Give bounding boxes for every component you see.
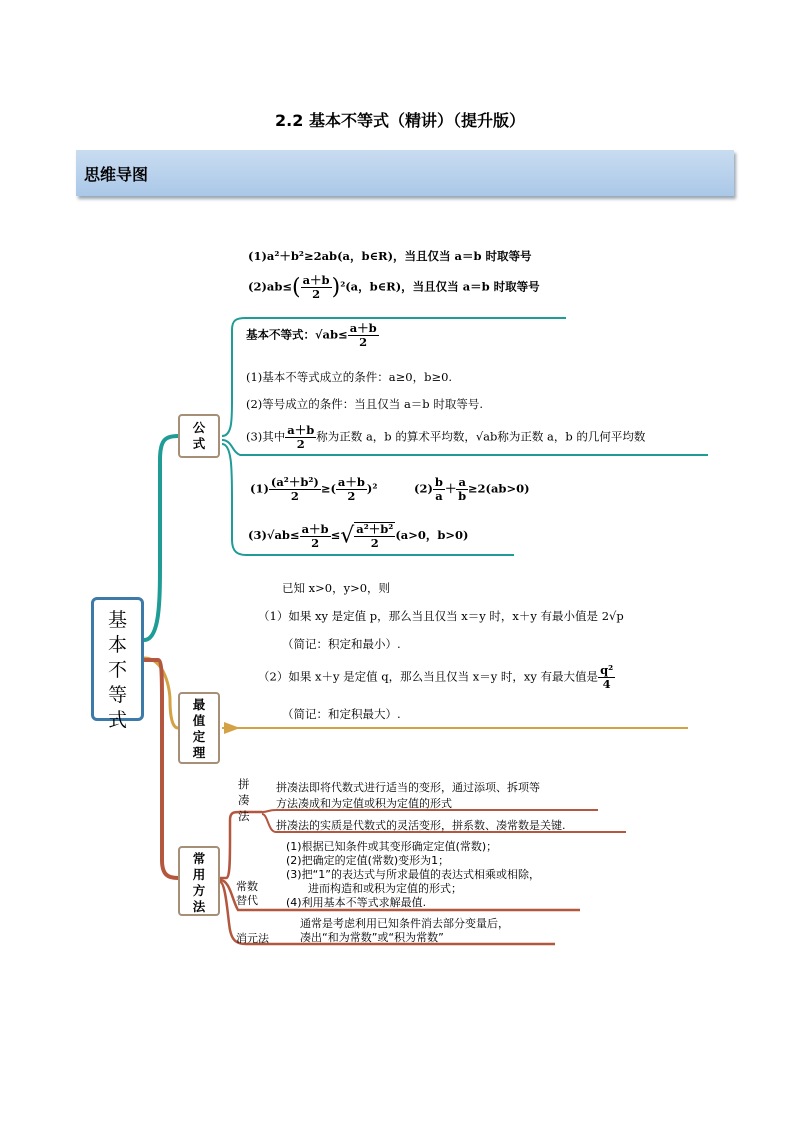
derived-3-pre: (3)√ab≤ [248, 528, 300, 542]
derived-3-den: 2 [311, 535, 320, 550]
derived-2-plus: ＋ [444, 481, 457, 496]
extremum-2-pre: （2）如果 x＋y 是定值 q，那么当且仅当 x＝y 时，xy 有最大值是 [258, 669, 599, 684]
method-1-label-char-1: 拼 [238, 777, 250, 791]
branch-methods [178, 846, 220, 916]
derived-3: (3)√ab≤ $\frac{a+b}{2}$ ≤√ $\frac{\text{a²＋b²}}{2}$ (a>0，b>0) [248, 521, 469, 550]
formula-2-num: a＋b [302, 273, 330, 287]
root-char-1: 基 [107, 609, 127, 631]
method-2-label-line-2: 替代 [236, 894, 258, 907]
method-2-label [236, 880, 258, 908]
connector-root-methods [144, 660, 178, 878]
condition-3-post: 称为正数 a，b 的算术平均数，√ab称为正数 a，b 的几何平均数 [316, 429, 646, 444]
derived-1-den2: 2 [347, 489, 356, 503]
method-1-label [238, 776, 254, 824]
root-node [91, 597, 144, 731]
formula-2: (2)ab≤( $\frac{a+b}{2}$ )²(a，b∈R)，当且仅当 a＝b 时取等号 [248, 273, 540, 301]
branch-extremum [178, 692, 220, 764]
root-char-4: 等 [107, 684, 127, 706]
derived-3-num2: a²＋b² [356, 522, 394, 536]
condition-2: (2)等号成立的条件：当且仅当 a＝b 时取等号. [246, 397, 483, 411]
derived-1-num: (a²＋b²) [270, 475, 319, 489]
extremum-1-note: （简记：积定和最小）. [282, 637, 401, 651]
root-char-5: 式 [107, 709, 127, 731]
derived-2 [414, 476, 530, 503]
method-3-label: 消元法 [236, 932, 269, 945]
branch-methods-char-2: 用 [192, 867, 206, 882]
extremum-2-num: q² [600, 663, 614, 677]
condition-3 [246, 424, 645, 451]
basic-inequality-label: 基本不等式： [246, 327, 315, 342]
basic-inequality [246, 322, 379, 349]
condition-3-pre: (3)其中 [246, 429, 286, 444]
formula-2-pre: (2)ab≤ [248, 279, 293, 294]
basic-inequality-lhs: √ab≤ [315, 327, 348, 342]
root-char-2: 本 [107, 634, 127, 656]
branch-methods-char-3: 方 [192, 883, 206, 898]
condition-3-num: a＋b [287, 423, 315, 437]
root-char-3: 不 [107, 659, 127, 681]
method-1-b: 方法凑成和为定值或积为定值的形式 [276, 797, 452, 810]
method-1-a: 拼凑法即将代数式进行适当的变形，通过添项、拆项等 [276, 781, 540, 794]
method-2-step-2: (2)把确定的定值(常数)变形为1； [286, 854, 450, 867]
basic-inequality-num: a＋b [349, 321, 377, 335]
method-2-label-line-1: 常数 [236, 880, 258, 893]
method-1-label-char-2: 凑 [238, 793, 250, 807]
condition-1: (1)基本不等式成立的条件：a≥0，b≥0. [246, 370, 453, 384]
branch-formula-char-1: 公 [192, 420, 206, 435]
extremum-2-den: 4 [602, 677, 611, 691]
method-2-step-1: (1)根据已知条件或其变形确定定值(常数)； [286, 840, 498, 853]
derived-1 [250, 476, 377, 503]
branch-extremum-char-2: 值 [192, 713, 206, 728]
method-1-c: 拼凑法的实质是代数式的灵活变形，拼系数、凑常数是关键. [276, 819, 566, 832]
derived-2-den1: a [435, 489, 443, 503]
connector-root-formula [144, 436, 178, 640]
derived-3-mid: ≤ [330, 528, 341, 542]
extremum-1: （1）如果 xy 是定值 p，那么当且仅当 x＝y 时，x＋y 有最小值是 2√p [258, 609, 624, 623]
page-title: 2.2 基本不等式（精讲）（提升版） [275, 111, 525, 130]
derived-3-den2: 2 [370, 536, 379, 550]
method-3-a: 通常是考虑利用已知条件消去部分变量后， [300, 917, 509, 930]
method-1-label-char-3: 法 [238, 809, 250, 823]
method-2-step-3b: 进而构造和或积为定值的形式； [308, 882, 462, 895]
derived-3-post: (a>0，b>0) [395, 528, 469, 542]
method-2-step-3: (3)把“1”的表达式与所求最值的表达式相乘或相除， [286, 868, 540, 881]
method-2-step-4: (4)利用基本不等式求解最值. [286, 896, 427, 909]
branch-extremum-char-4: 理 [192, 745, 206, 760]
connector-extremum-arrow [224, 722, 240, 734]
derived-1-post: )² [366, 481, 378, 496]
derived-1-pre: (1) [250, 481, 269, 496]
extremum-2 [258, 664, 615, 691]
formula-2-post: ²(a，b∈R)，当且仅当 a＝b 时取等号 [340, 279, 540, 294]
condition-3-den: 2 [296, 437, 305, 451]
branch-extremum-char-3: 定 [192, 729, 206, 744]
derived-1-num2: a＋b [337, 475, 365, 489]
banner-label: 思维导图 [84, 165, 149, 184]
formula-1: (1)a²＋b²≥2ab(a，b∈R)，当且仅当 a＝b 时取等号 [248, 249, 532, 263]
branch-extremum-char-1: 最 [192, 697, 206, 712]
derived-2-post: ≥2(ab>0) [467, 481, 530, 496]
branch-methods-char-4: 法 [192, 899, 206, 914]
derived-2-num2: a [458, 475, 466, 489]
branch-formula-char-2: 式 [192, 436, 206, 451]
derived-1-den: 2 [290, 489, 299, 503]
derived-3-num: a＋b [301, 521, 329, 536]
branch-methods-char-1: 常 [192, 851, 206, 866]
method-3-b: 凑出“和为常数”或“积为常数” [300, 931, 444, 944]
derived-2-pre: (2) [414, 481, 433, 496]
derived-1-mid: ≥( [320, 481, 336, 496]
extremum-2-note: （简记：和定积最大）. [282, 707, 401, 721]
extremum-given: 已知 x>0，y>0，则 [282, 581, 391, 595]
branch-formula [178, 414, 220, 458]
formula-2-den: 2 [312, 287, 321, 301]
derived-2-num1: b [434, 475, 443, 489]
basic-inequality-den: 2 [359, 335, 368, 349]
derived-2-den2: b [458, 489, 467, 503]
